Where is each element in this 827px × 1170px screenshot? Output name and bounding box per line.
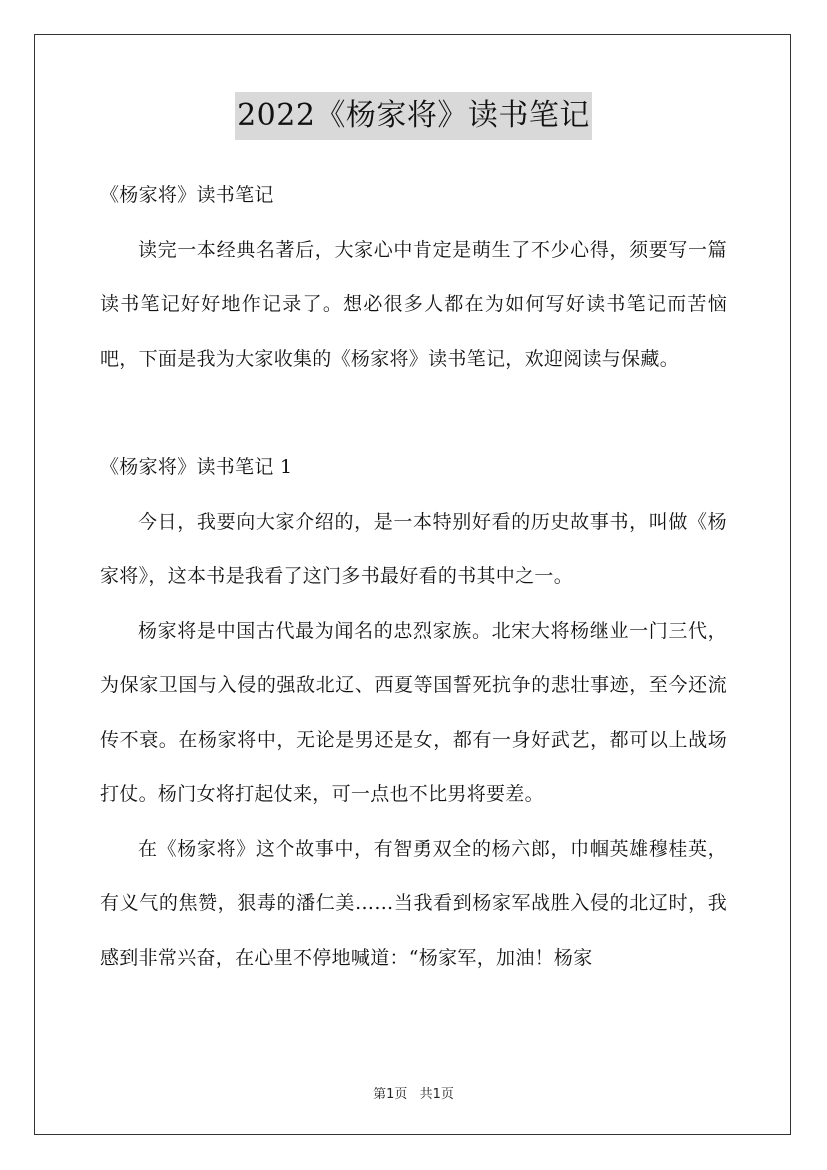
body-paragraph-1: 今日，我要向大家介绍的，是一本特别好看的历史故事书，叫做《杨家将》，这本书是我看了这门多书最好看的书其中之一。: [100, 510, 727, 587]
document-body: [100, 92, 727, 985]
spacer: [100, 386, 727, 440]
page-footer: [0, 1083, 827, 1102]
page-number: 第1页: [373, 1087, 408, 1102]
title-container: [100, 92, 727, 140]
body-paragraph-3: 在《杨家将》这个故事中，有智勇双全的杨六郎，巾帼英雄穆桂英，有义气的焦赞，狠毒的潘仁美……当我看到杨家军战胜入侵的北辽时，我感到非常兴奋，在心里不停地喊道：“杨家军，加油！杨家: [100, 837, 727, 969]
intro-paragraph: 读完一本经典名著后，大家心中肯定是萌生了不少心得，须要写一篇读书笔记好好地作记录了。想必很多人都在为如何写好读书笔记而苦恼吧，下面是我为大家收集的《杨家将》读书笔记，欢迎阅读与保藏。: [100, 238, 727, 370]
page-total: 共1页: [419, 1087, 454, 1102]
document-title: 2022《杨家将》读书笔记: [235, 92, 592, 140]
body-paragraph-2: 杨家将是中国古代最为闻名的忠烈家族。北宋大将杨继业一门三代，为保家卫国与入侵的强敌北辽、西夏等国誓死抗争的悲壮事迹，至今还流传不衰。在杨家将中，无论是男还是女，都有一身好武艺，都可以上战场打仗。杨门女将打起仗来，可一点也不比男将要差。: [100, 619, 727, 805]
subheading-1: 《杨家将》读书笔记 1: [100, 456, 293, 478]
section-heading: 《杨家将》读书笔记: [100, 184, 274, 206]
